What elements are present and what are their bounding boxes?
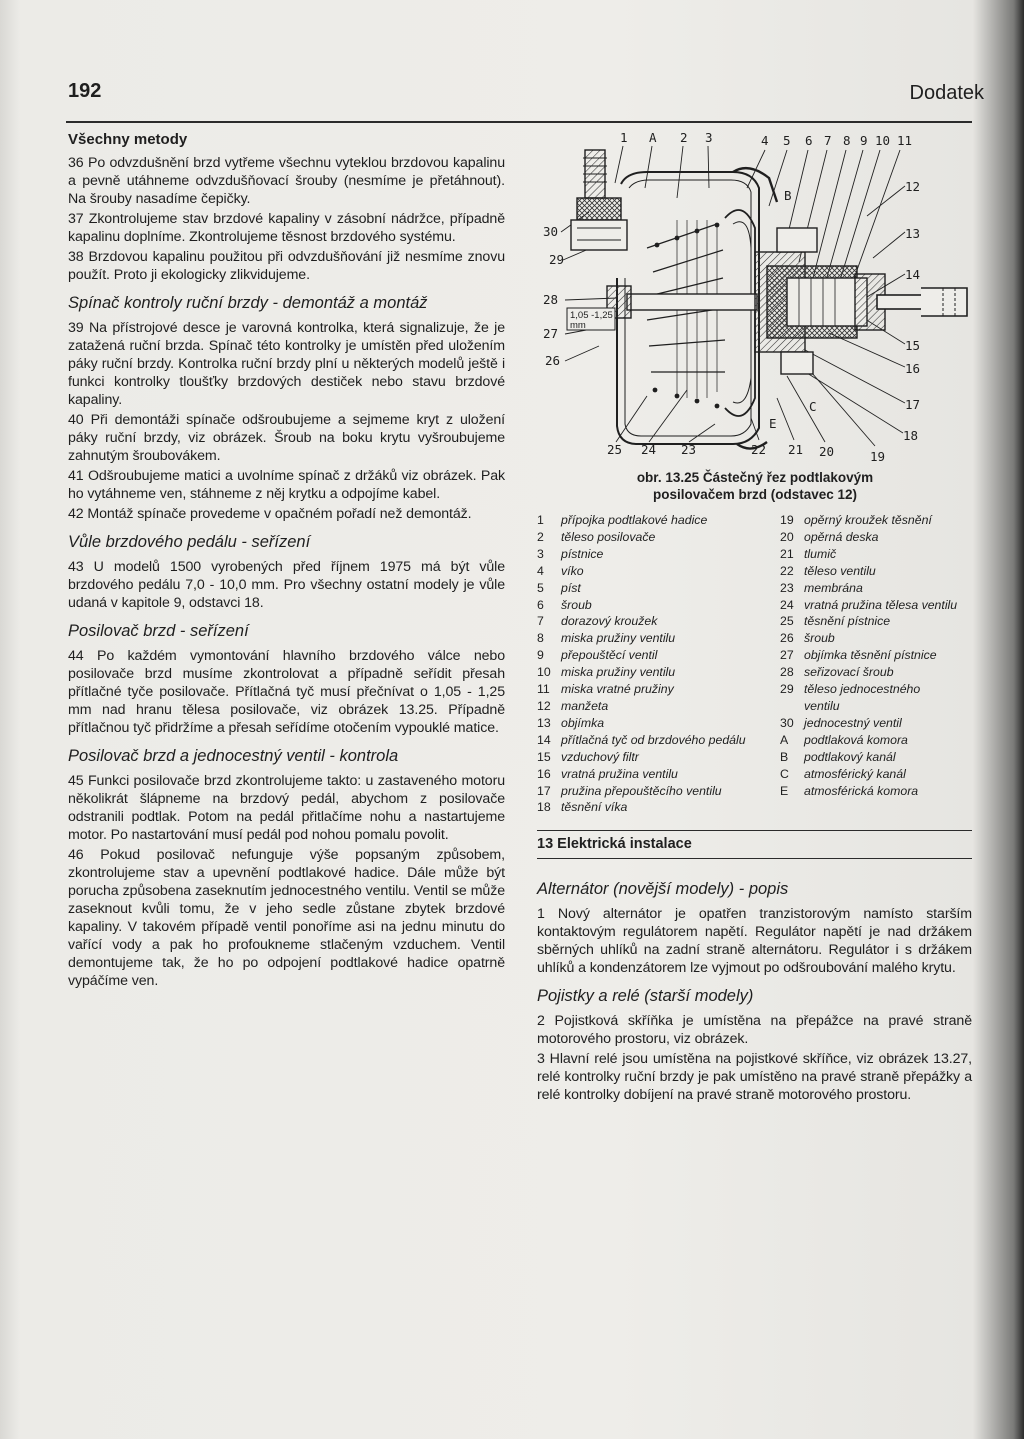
legend-key: 10 xyxy=(537,665,551,680)
legend-key: 23 xyxy=(780,580,794,595)
paragraph: 45 Funkci posilovače brzd zkontrolujeme takto: u zastaveného motoru několikrát šlápneme na brzdový pedál, abychom z posilovače odstranili podtlak. Potom na pedál přitlačíme nohu a nastartujeme motor. Po nastartování musí pedál pod nohou pomalu povolit. xyxy=(68,773,505,843)
callout-18: 18 xyxy=(903,428,919,443)
legend-text: těsnění pístnice xyxy=(804,614,891,629)
right-column-text xyxy=(537,870,972,1106)
legend-key: 24 xyxy=(780,597,794,612)
callout-30: 30 xyxy=(543,224,559,239)
callout-5: 5 xyxy=(783,133,791,148)
callout-17: 17 xyxy=(905,397,921,412)
legend-key: 15 xyxy=(537,749,551,764)
brake-booster-cross-section xyxy=(537,128,972,468)
callout-28: 28 xyxy=(543,292,559,307)
legend-key: 16 xyxy=(537,766,551,781)
paragraph: 44 Po každém vymontování hlavního brzdového válce nebo posilovače brzd musíme zkontrolovat a případně seřídit přesah přítlačné tyče posilovače. Přítlačná tyč musí přečnívat o 1,05 - 1,25 mm nad hranu tělesa posilovače, viz obrázek 13.25. Případně přítlačnou tyč přidržíme a přesah seřídíme otočením vypouklé matice. xyxy=(68,648,505,736)
legend-item xyxy=(780,613,957,630)
legend-text: přepouštěcí ventil xyxy=(561,648,658,663)
legend-text: tlumič xyxy=(804,546,837,561)
callout-14: 14 xyxy=(905,267,921,282)
callout-4: 4 xyxy=(761,133,769,148)
callout-23: 23 xyxy=(681,442,697,457)
paragraph: 38 Brzdovou kapalinu použitou při odvzdušňování již nesmíme znovu použít. Proto ji ekologicky zlikvidujeme. xyxy=(68,249,505,283)
subheading: Pojistky a relé (starší modely) xyxy=(537,987,754,1005)
callout-20: 20 xyxy=(819,444,835,459)
legend-key: 21 xyxy=(780,546,794,561)
subheading: Posilovač brzd a jednocestný ventil - kontrola xyxy=(68,747,399,765)
legend-column-left xyxy=(537,512,746,816)
callout-A: A xyxy=(649,130,657,145)
legend-item xyxy=(780,546,957,563)
legend-key: E xyxy=(780,783,789,798)
legend-key xyxy=(780,698,804,715)
legend-text: přípojka podtlakové hadice xyxy=(561,513,708,527)
legend-key: 3 xyxy=(537,546,544,561)
legend-item xyxy=(780,630,957,647)
legend-item xyxy=(537,783,746,800)
legend-item xyxy=(780,783,957,800)
legend-key: 11 xyxy=(537,682,550,697)
callout-8: 8 xyxy=(843,133,851,148)
legend-key: A xyxy=(780,732,789,747)
legend-item xyxy=(537,766,746,783)
legend-item xyxy=(537,613,746,630)
legend-item xyxy=(780,512,957,529)
callout-22: 22 xyxy=(751,442,767,457)
subheading: Alternátor (novější modely) - popis xyxy=(537,880,789,898)
legend-key: 29 xyxy=(780,682,794,697)
legend-item xyxy=(537,630,746,647)
callout-C: C xyxy=(809,399,817,414)
paragraph: 40 Při demontáži spínače odšroubujeme a sejmeme kryt z uložení páky ruční brzdy, viz obrázek. Šroub na boku krytu vyšroubujeme zahnutým šroubovákem. xyxy=(68,412,505,464)
legend-text: šroub xyxy=(804,631,835,646)
legend-key: 17 xyxy=(537,783,551,798)
callout-1: 1 xyxy=(620,130,628,145)
caption-line-2: posilovačem brzd (odstavec 12) xyxy=(652,487,858,502)
legend-key: 4 xyxy=(537,563,544,578)
legend-item xyxy=(780,597,957,614)
paragraph: 39 Na přístrojové desce je varovná kontrolka, která signalizuje, že je zatažená ruční brzda. Spínač této kontrolky je umístěn před uložením páky ruční brzdy. Kontrolka ruční brzdy plní u některých modelů ještě i funkci kontrolky tloušťky brzdových destiček nebo stavu brzdové kapaliny. xyxy=(68,320,505,408)
legend-item xyxy=(780,664,957,681)
legend-key: 2 xyxy=(537,529,544,544)
legend-text: těleso ventilu xyxy=(804,563,876,578)
legend-item xyxy=(780,681,957,698)
legend-text: vzduchový filtr xyxy=(561,749,639,764)
header-rule xyxy=(66,121,972,123)
callout-12: 12 xyxy=(905,179,921,194)
legend-key: B xyxy=(780,749,789,764)
page-number: 192 xyxy=(68,80,102,102)
callout-29: 29 xyxy=(549,252,565,267)
callout-10: 10 xyxy=(875,133,891,148)
legend-key: 20 xyxy=(780,529,794,544)
legend-text: vratná pružina tělesa ventilu xyxy=(804,597,958,612)
callout-E: E xyxy=(769,416,777,431)
legend-text: píst xyxy=(561,580,581,595)
legend-text: těleso jednocestného xyxy=(804,682,921,697)
legend-text: těleso posilovače xyxy=(561,529,656,544)
callout-27: 27 xyxy=(543,326,559,341)
legend-text: dorazový kroužek xyxy=(561,614,658,629)
left-column xyxy=(68,131,505,992)
legend-key: 13 xyxy=(537,715,551,730)
legend-text: těsnění víka xyxy=(561,800,628,815)
legend-text: atmosférická komora xyxy=(804,783,919,798)
section-heading: Všechny metody xyxy=(68,131,188,148)
legend-item xyxy=(537,681,746,698)
legend-text: objímka těsnění pístnice xyxy=(804,648,937,663)
legend-key: 22 xyxy=(780,563,794,578)
legend-item xyxy=(537,732,746,749)
legend-text: přítlačná tyč od brzdového pedálu xyxy=(561,732,746,747)
paragraph: 2 Pojistková skříňka je umístěna na přepážce na pravé straně motorového prostoru, viz obrázek. xyxy=(537,1013,972,1047)
legend-key: 14 xyxy=(537,732,551,747)
legend-text: objímka xyxy=(561,715,605,730)
paragraph: 1 Nový alternátor je opatřen tranzistorovým namísto starším kontaktovým regulátorem napětí. Regulátor napětí je nad držákem sběrných uhlíků na zadní straně alternátoru. Regulátor i s držákem uhlíků a kondenzátorem lze vyjmout po odšroubování malého krytu. xyxy=(537,906,972,976)
legend-item xyxy=(537,664,746,681)
legend-key: 26 xyxy=(780,631,794,646)
legend-item xyxy=(537,563,746,580)
legend-key: 12 xyxy=(537,698,551,713)
legend-item xyxy=(780,563,957,580)
legend-key: 27 xyxy=(780,648,794,663)
callout-9: 9 xyxy=(860,133,868,148)
legend-item xyxy=(780,766,957,783)
legend-key: 18 xyxy=(537,800,551,815)
legend-text: miska pružiny ventilu xyxy=(561,665,676,680)
legend-item xyxy=(780,749,957,766)
legend-text: podtlakový kanál xyxy=(804,749,896,764)
legend-key: 5 xyxy=(537,580,544,595)
legend-key: 9 xyxy=(537,648,544,663)
caption-line-1: obr. 13.25 Částečný řez podtlakovým xyxy=(636,470,874,485)
callout-11: 11 xyxy=(897,133,913,148)
legend-key: 1 xyxy=(537,513,544,527)
legend-item xyxy=(780,580,957,597)
paragraph: 46 Pokud posilovač nefunguje výše popsaným způsobem, zkontrolujeme stav a upevnění podtlakové hadice. Dále může být porucha způsobena zaseknutím jednocestného ventilu. Ventil se může zaseknout kvůli tomu, že v jeho sedle zůstane zbytek brzdové kapaliny. V takovém případě ventil ponoříme asi na jednu minutu do vařící vody a pak ho profoukneme stlačeným vzduchem. Ventil demontujeme tak, že ho po odpojení podtlakové hadice opatrně vypáčíme ven. xyxy=(68,847,505,989)
section-13-heading: 13 Elektrická instalace xyxy=(537,836,692,852)
legend-item xyxy=(537,529,746,546)
figure-caption xyxy=(560,469,950,503)
legend-key: 7 xyxy=(537,614,544,629)
dimension-unit: mm xyxy=(570,320,586,331)
legend-item xyxy=(780,732,957,749)
callout-21: 21 xyxy=(788,442,804,457)
legend-key: 28 xyxy=(780,665,794,680)
callout-26: 26 xyxy=(545,353,561,368)
legend-item xyxy=(537,546,746,563)
callout-24: 24 xyxy=(641,442,657,457)
legend-item xyxy=(780,715,957,732)
legend-item xyxy=(537,799,746,816)
legend-text: opěrná deska xyxy=(804,529,879,544)
legend-text: membrána xyxy=(804,580,863,595)
callout-7: 7 xyxy=(824,133,832,148)
legend-item xyxy=(780,698,957,715)
legend-item xyxy=(537,749,746,766)
legend-item xyxy=(537,715,746,732)
legend-item xyxy=(537,512,746,529)
legend-text: seřizovací šroub xyxy=(804,665,894,680)
legend-item xyxy=(537,698,746,715)
legend-text: jednocestný ventil xyxy=(804,715,902,730)
legend-text: pružina přepouštěcího ventilu xyxy=(561,783,722,798)
section-13-heading-box xyxy=(537,836,972,858)
legend-text: víko xyxy=(561,563,584,578)
legend-text: manžeta xyxy=(561,698,609,713)
legend-item xyxy=(537,647,746,664)
legend-key: C xyxy=(780,766,789,781)
paragraph: 43 U modelů 1500 vyrobených před říjnem 1975 má být vůle brzdového pedálu 7,0 - 10,0 mm. Pro všechny ostatní modely je vůle udaná v kapitole 9, odstavci 18. xyxy=(68,559,505,611)
legend-item xyxy=(780,647,957,664)
section-rule-bottom xyxy=(537,858,972,859)
legend-item xyxy=(537,580,746,597)
legend-key: 19 xyxy=(780,513,794,527)
callout-15: 15 xyxy=(905,338,921,353)
legend-key: 30 xyxy=(780,715,794,730)
legend-text: vratná pružina ventilu xyxy=(561,766,678,781)
paragraph: 3 Hlavní relé jsou umístěna na pojistkové skříňce, viz obrázek 13.27, relé kontrolky ruční brzdy je pak umístěno na pravé straně přepážky a relé kontrolky dobíjení na pravé straně motorového prostoru. xyxy=(537,1051,972,1103)
legend-text: atmosférický kanál xyxy=(804,766,906,781)
legend-key: 25 xyxy=(780,614,794,629)
section-rule xyxy=(537,830,972,831)
callout-3: 3 xyxy=(705,130,713,145)
legend-text: opěrný kroužek těsnění xyxy=(804,513,932,527)
subheading: Posilovač brzd - seřízení xyxy=(68,622,249,640)
paragraph: 36 Po odvzdušnění brzd vytřeme všechnu vyteklou brzdovou kapalinu a pevně utáhneme odvzdušňovací šrouby (nesmíme je přetáhnout). Na šrouby nasadíme čepičky. xyxy=(68,155,505,207)
paragraph: 37 Zkontrolujeme stav brzdové kapaliny v zásobní nádržce, případně kapalinu doplníme. Zkontrolujeme těsnost brzdového systému. xyxy=(68,211,505,245)
callout-6: 6 xyxy=(805,133,813,148)
legend-column-right xyxy=(780,512,957,799)
subheading: Spínač kontroly ruční brzdy - demontáž a montáž xyxy=(68,294,428,312)
callout-19: 19 xyxy=(870,449,886,464)
legend-key: 6 xyxy=(537,597,544,612)
dimension-label: 1,05 -1,25 xyxy=(570,310,613,321)
subheading: Vůle brzdového pedálu - seřízení xyxy=(68,533,311,551)
legend-text: podtlaková komora xyxy=(804,732,908,747)
legend-item xyxy=(780,529,957,546)
legend-text: ventilu xyxy=(804,698,840,713)
legend-key: 8 xyxy=(537,631,544,646)
callout-16: 16 xyxy=(905,361,921,376)
figure-brake-booster xyxy=(537,128,972,468)
paragraph: 42 Montáž spínače provedeme v opačném pořadí než demontáž. xyxy=(68,506,472,522)
running-head: Dodatek xyxy=(909,82,984,104)
callout-13: 13 xyxy=(905,226,921,241)
legend-text: pístnice xyxy=(561,546,604,561)
paragraph: 41 Odšroubujeme matici a uvolníme spínač z držáků viz obrázek. Pak ho vytáhneme ven, stáhneme z něj krytku a odpojíme kabel. xyxy=(68,468,505,502)
legend-text: šroub xyxy=(561,597,592,612)
legend-text: miska vratné pružiny xyxy=(561,682,674,697)
legend-item xyxy=(537,597,746,614)
callout-2: 2 xyxy=(680,130,688,145)
legend-text: miska pružiny ventilu xyxy=(561,631,676,646)
callout-25: 25 xyxy=(607,442,623,457)
callout-B: B xyxy=(784,188,792,203)
